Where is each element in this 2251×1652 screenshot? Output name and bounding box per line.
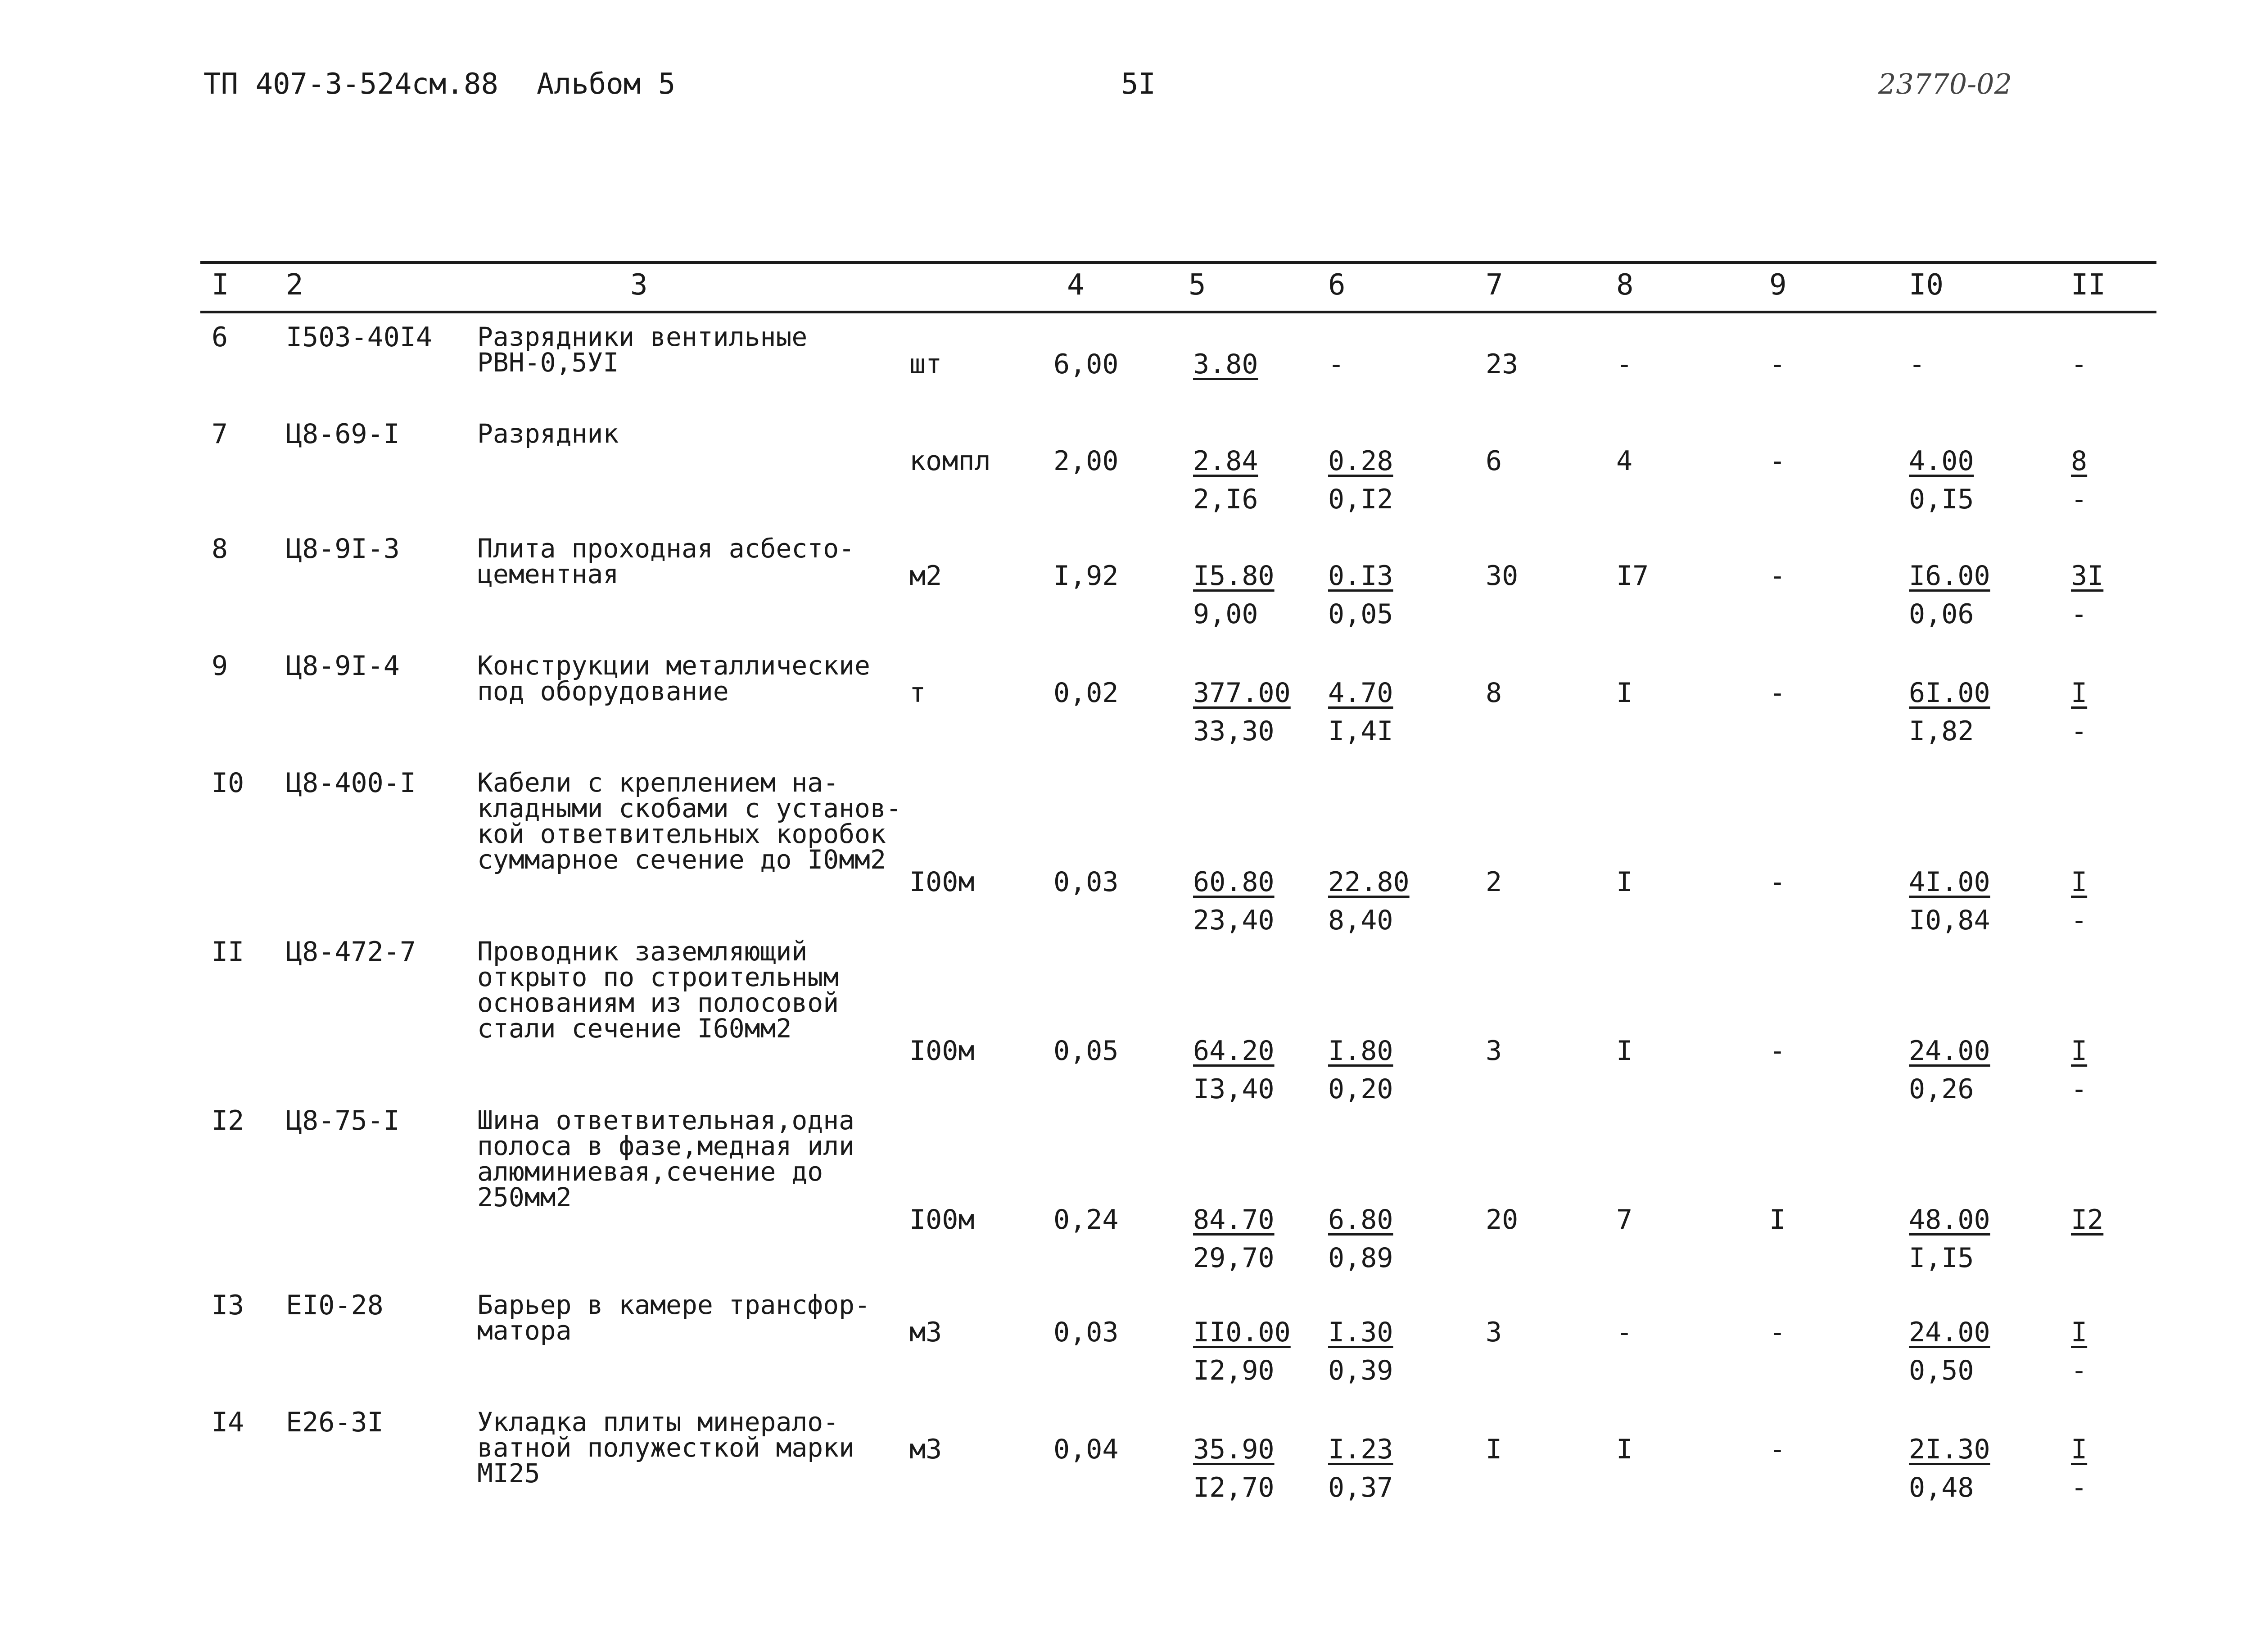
album-label: Альбом 5 xyxy=(537,68,676,101)
rate-code: Ц8-9I-4 xyxy=(286,650,400,682)
unit-cost-machines: I.30 xyxy=(1328,1317,1393,1348)
quantity: 0,24 xyxy=(1053,1204,1119,1236)
unit-of-measure: м3 xyxy=(909,1317,942,1348)
wages-total: I xyxy=(1616,1035,1633,1067)
table-top-rule xyxy=(200,261,2156,264)
rate-code: Ц8-472-7 xyxy=(286,936,416,968)
row-number: I2 xyxy=(212,1105,244,1136)
machines-total: - xyxy=(1769,1434,1786,1465)
wages-total: - xyxy=(1616,1317,1633,1348)
unit-cost-machines: 0.28 xyxy=(1328,445,1393,477)
labor-cost-machines: 0,26 xyxy=(1909,1073,1974,1105)
unit-of-measure: I00м xyxy=(909,866,975,898)
work-description: Плита проходная асбесто- цементная xyxy=(477,533,855,589)
work-description: Кабели с креплением на- кладными скобами с установ- кой ответвительных коробок суммарное сечение до I0мм2 xyxy=(477,767,902,875)
column-number-3: 3 xyxy=(630,268,648,302)
labor-cost: 24.00 xyxy=(1909,1035,1990,1067)
unit-cost-total: 377.00 xyxy=(1193,677,1291,709)
row-number: 8 xyxy=(212,533,228,565)
rate-code: Ц8-400-I xyxy=(286,767,416,799)
labor-total: I xyxy=(2071,1317,2088,1348)
labor-total: I2 xyxy=(2071,1204,2104,1236)
labor-total: I xyxy=(2071,677,2088,709)
machines-total: - xyxy=(1769,1317,1786,1348)
unit-of-measure: м3 xyxy=(909,1434,942,1465)
unit-cost-machines: I.23 xyxy=(1328,1434,1393,1465)
total-cost: 30 xyxy=(1486,560,1519,592)
unit-cost-total: 64.20 xyxy=(1193,1035,1275,1067)
page-number: 5I xyxy=(1121,68,1156,101)
unit-cost-total: II0.00 xyxy=(1193,1317,1291,1348)
column-number-1: I xyxy=(212,268,229,302)
row-number: 9 xyxy=(212,650,228,682)
unit-of-measure: м2 xyxy=(909,560,942,592)
wages-total: I xyxy=(1616,1434,1633,1465)
work-description: Разрядники вентильные РВН-0,5УI xyxy=(477,321,808,378)
unit-cost-machines: 4.70 xyxy=(1328,677,1393,709)
labor-total: 8 xyxy=(2071,445,2088,477)
total-cost: 20 xyxy=(1486,1204,1519,1236)
total-cost: I xyxy=(1486,1434,1502,1465)
labor-total: I xyxy=(2071,1434,2088,1465)
unit-cost-wages: 9,00 xyxy=(1193,598,1258,630)
labor-cost: 48.00 xyxy=(1909,1204,1990,1236)
labor-cost: 4I.00 xyxy=(1909,866,1990,898)
unit-cost-total: 60.80 xyxy=(1193,866,1275,898)
unit-cost-machines: 6.80 xyxy=(1328,1204,1393,1236)
row-number: I3 xyxy=(212,1290,244,1321)
machines-total: I xyxy=(1769,1204,1786,1236)
unit-cost-machines: - xyxy=(1328,349,1345,380)
rate-code: E26-3I xyxy=(286,1407,384,1438)
machines-total: - xyxy=(1769,1035,1786,1067)
labor-total: - xyxy=(2071,349,2088,380)
unit-cost-wages: I2,90 xyxy=(1193,1355,1275,1386)
labor-total-machines: - xyxy=(2071,1355,2088,1386)
quantity: 0,03 xyxy=(1053,1317,1119,1348)
unit-cost-total: 2.84 xyxy=(1193,445,1258,477)
wages-total: 4 xyxy=(1616,445,1633,477)
work-description: Укладка плиты минерало- ватной полужесткой марки МI25 xyxy=(477,1407,855,1489)
labor-cost-machines: I0,84 xyxy=(1909,905,1990,936)
labor-cost-machines: 0,50 xyxy=(1909,1355,1974,1386)
rate-code: EI0-28 xyxy=(286,1290,384,1321)
handwritten-stamp: 23770-02 xyxy=(1878,68,2012,100)
column-number-7: 7 xyxy=(1486,268,1503,302)
work-description: Конструкции металлические под оборудование xyxy=(477,650,870,706)
wages-total: I7 xyxy=(1616,560,1649,592)
labor-cost-machines: 0,I5 xyxy=(1909,484,1974,515)
row-number: I4 xyxy=(212,1407,244,1438)
column-number-6: 6 xyxy=(1328,268,1346,302)
column-number-5: 5 xyxy=(1189,268,1206,302)
labor-total-machines: - xyxy=(2071,905,2088,936)
unit-cost-machines-wages: 0,89 xyxy=(1328,1242,1393,1274)
unit-cost-machines-wages: 0,I2 xyxy=(1328,484,1393,515)
labor-cost-machines: 0,48 xyxy=(1909,1472,1974,1503)
rate-code: Ц8-9I-3 xyxy=(286,533,400,565)
unit-cost-total: 84.70 xyxy=(1193,1204,1275,1236)
quantity: 6,00 xyxy=(1053,349,1119,380)
column-number-9: 9 xyxy=(1769,268,1787,302)
machines-total: - xyxy=(1769,349,1786,380)
total-cost: 3 xyxy=(1486,1035,1502,1067)
wages-total: I xyxy=(1616,677,1633,709)
column-number-4: 4 xyxy=(1067,268,1085,302)
row-number: 7 xyxy=(212,418,228,450)
machines-total: - xyxy=(1769,866,1786,898)
quantity: 0,03 xyxy=(1053,866,1119,898)
labor-total: 3I xyxy=(2071,560,2104,592)
labor-cost-machines: 0,06 xyxy=(1909,598,1974,630)
labor-cost-machines: I,82 xyxy=(1909,715,1974,747)
labor-cost: 6I.00 xyxy=(1909,677,1990,709)
unit-cost-wages: I3,40 xyxy=(1193,1073,1275,1105)
total-cost: 3 xyxy=(1486,1317,1502,1348)
quantity: I,92 xyxy=(1053,560,1119,592)
unit-cost-total: 35.90 xyxy=(1193,1434,1275,1465)
unit-cost-wages: 29,70 xyxy=(1193,1242,1275,1274)
column-number-10: I0 xyxy=(1909,268,1944,302)
total-cost: 8 xyxy=(1486,677,1502,709)
labor-total: I xyxy=(2071,866,2088,898)
wages-total: - xyxy=(1616,349,1633,380)
work-description: Проводник заземляющий открыто по строительным основаниям из полосовой стали сечение I60мм2 xyxy=(477,936,839,1044)
unit-cost-machines-wages: 0,05 xyxy=(1328,598,1393,630)
work-description: Шина ответвительная,одна полоса в фазе,медная или алюминиевая,сечение до 250мм2 xyxy=(477,1105,855,1213)
unit-cost-machines: 22.80 xyxy=(1328,866,1410,898)
labor-cost-machines: I,I5 xyxy=(1909,1242,1974,1274)
labor-total-machines: - xyxy=(2071,598,2088,630)
unit-cost-machines-wages: I,4I xyxy=(1328,715,1393,747)
unit-of-measure: I00м xyxy=(909,1204,975,1236)
labor-cost: 2I.30 xyxy=(1909,1434,1990,1465)
labor-total-machines: - xyxy=(2071,1472,2088,1503)
wages-total: I xyxy=(1616,866,1633,898)
total-cost: 23 xyxy=(1486,349,1519,380)
unit-cost-total: 3.80 xyxy=(1193,349,1258,380)
labor-total-machines: - xyxy=(2071,484,2088,515)
total-cost: 2 xyxy=(1486,866,1502,898)
unit-of-measure: компл xyxy=(909,445,991,477)
machines-total: - xyxy=(1769,560,1786,592)
quantity: 2,00 xyxy=(1053,445,1119,477)
unit-cost-wages: I2,70 xyxy=(1193,1472,1275,1503)
quantity: 0,05 xyxy=(1053,1035,1119,1067)
doc-code: ТП 407-3-524см.88 xyxy=(203,68,499,101)
wages-total: 7 xyxy=(1616,1204,1633,1236)
column-number-8: 8 xyxy=(1616,268,1634,302)
work-description: Барьер в камере трансфор- матора xyxy=(477,1290,870,1346)
unit-cost-wages: 23,40 xyxy=(1193,905,1275,936)
column-number-11: II xyxy=(2071,268,2106,302)
labor-cost: I6.00 xyxy=(1909,560,1990,592)
unit-cost-machines: 0.I3 xyxy=(1328,560,1393,592)
rate-code: I503-40I4 xyxy=(286,321,433,353)
unit-of-measure: шт xyxy=(909,349,942,380)
unit-cost-machines-wages: 0,39 xyxy=(1328,1355,1393,1386)
unit-cost-wages: 33,30 xyxy=(1193,715,1275,747)
unit-cost-total: I5.80 xyxy=(1193,560,1275,592)
rate-code: Ц8-69-I xyxy=(286,418,400,450)
unit-cost-machines-wages: 0,37 xyxy=(1328,1472,1393,1503)
labor-total-machines: - xyxy=(2071,1073,2088,1105)
labor-cost: - xyxy=(1909,349,1926,380)
unit-cost-wages: 2,I6 xyxy=(1193,484,1258,515)
labor-cost: 4.00 xyxy=(1909,445,1974,477)
work-description: Разрядник xyxy=(477,418,619,449)
quantity: 0,04 xyxy=(1053,1434,1119,1465)
unit-cost-machines-wages: 0,20 xyxy=(1328,1073,1393,1105)
labor-total: I xyxy=(2071,1035,2088,1067)
labor-cost: 24.00 xyxy=(1909,1317,1990,1348)
unit-of-measure: т xyxy=(909,677,926,709)
row-number: I0 xyxy=(212,767,244,799)
total-cost: 6 xyxy=(1486,445,1502,477)
unit-cost-machines-wages: 8,40 xyxy=(1328,905,1393,936)
machines-total: - xyxy=(1769,677,1786,709)
unit-of-measure: I00м xyxy=(909,1035,975,1067)
table-header-rule xyxy=(200,311,2156,313)
rate-code: Ц8-75-I xyxy=(286,1105,400,1136)
quantity: 0,02 xyxy=(1053,677,1119,709)
row-number: 6 xyxy=(212,321,228,353)
unit-cost-machines: I.80 xyxy=(1328,1035,1393,1067)
labor-total-machines: - xyxy=(2071,715,2088,747)
column-number-2: 2 xyxy=(286,268,303,302)
row-number: II xyxy=(212,936,244,968)
machines-total: - xyxy=(1769,445,1786,477)
